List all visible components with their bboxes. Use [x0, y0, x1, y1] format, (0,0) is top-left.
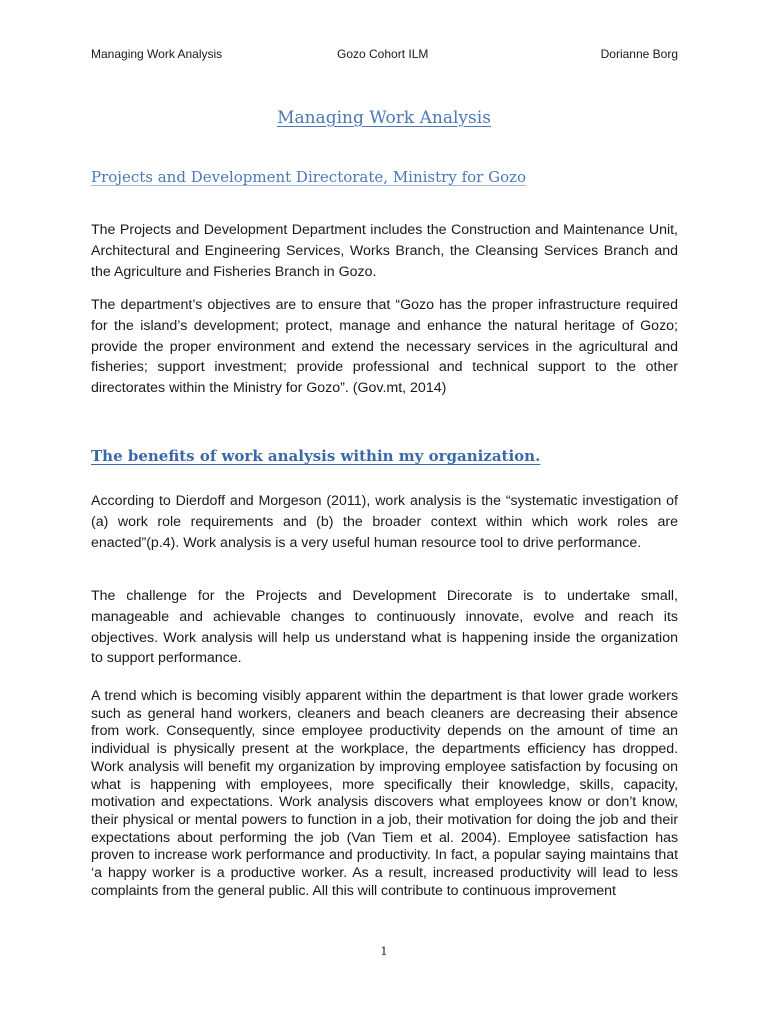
- document-title: Managing Work Analysis: [277, 108, 491, 128]
- section-heading-benefits: The benefits of work analysis within my organization.: [91, 447, 541, 465]
- paragraph-directorate-challenge: The challenge for the Projects and Development Direcorate is to undertake small, manageable and achievable changes to continuously innovate, evolve and reach its objectives. Work analysis will help us understand what is happening inside the organization to support performance.: [91, 588, 678, 667]
- header-cohort: Gozo Cohort ILM: [337, 47, 429, 61]
- paragraph-department-overview: The Projects and Development Department includes the Construction and Maintenance Unit, Architectural and Engineering Services, Works Branch, the Cleansing Services Branch and the Agriculture and Fisheries Branch in Gozo.: [91, 222, 678, 280]
- header-document-title: Managing Work Analysis: [91, 47, 223, 61]
- section-heading-directorate: Projects and Development Directorate, Ministry for Gozo: [91, 168, 527, 186]
- paragraph-absence-trend: A trend which is becoming visibly apparent within the department is that lower grade workers such as general hand workers, cleaners and beach cleaners are decreasing their absence from work. Consequently, since employee productivity depends on the amount of time an individual is physically present at the workplace, the departments efficiency has dropped. Work analysis will benefit my organization by improving employee satisfaction by focusing on what is happening with employees, more specifically their knowledge, skills, capacity, motivation and expectations. Work analysis discovers what employees know or don’t know, their physical or mental powers to function in a job, their motivation for doing the job and their expectations about performing the job (Van Tiem et al. 2004). Employee satisfaction has proven to increase work performance and productivity. In fact, a popular saying maintains that ‘a happy worker is a productive worker. As a result, increased productivity will lead to less complaints from the general public. All this will contribute to continuous improvement: [91, 688, 678, 899]
- paragraph-work-analysis-definition: According to Dierdoff and Morgeson (2011), work analysis is the “systematic investigation of (a) work role requirements and (b) the broader context within which work roles are enacted”(p.4). Work analysis is a very useful human resource tool to drive performance.: [91, 493, 678, 551]
- header-author: Dorianne Borg: [600, 47, 678, 61]
- running-header: [91, 47, 678, 63]
- page-number: 1: [380, 945, 388, 958]
- paragraph-department-objectives: The department’s objectives are to ensure that “Gozo has the proper infrastructure required for the island’s development; protect, manage and enhance the natural heritage of Gozo; provide the proper environment and extend the necessary services in the agricultural and fisheries; support investment; provide professional and technical support to the other directorates within the Ministry for Gozo”. (Gov.mt, 2014): [91, 297, 678, 397]
